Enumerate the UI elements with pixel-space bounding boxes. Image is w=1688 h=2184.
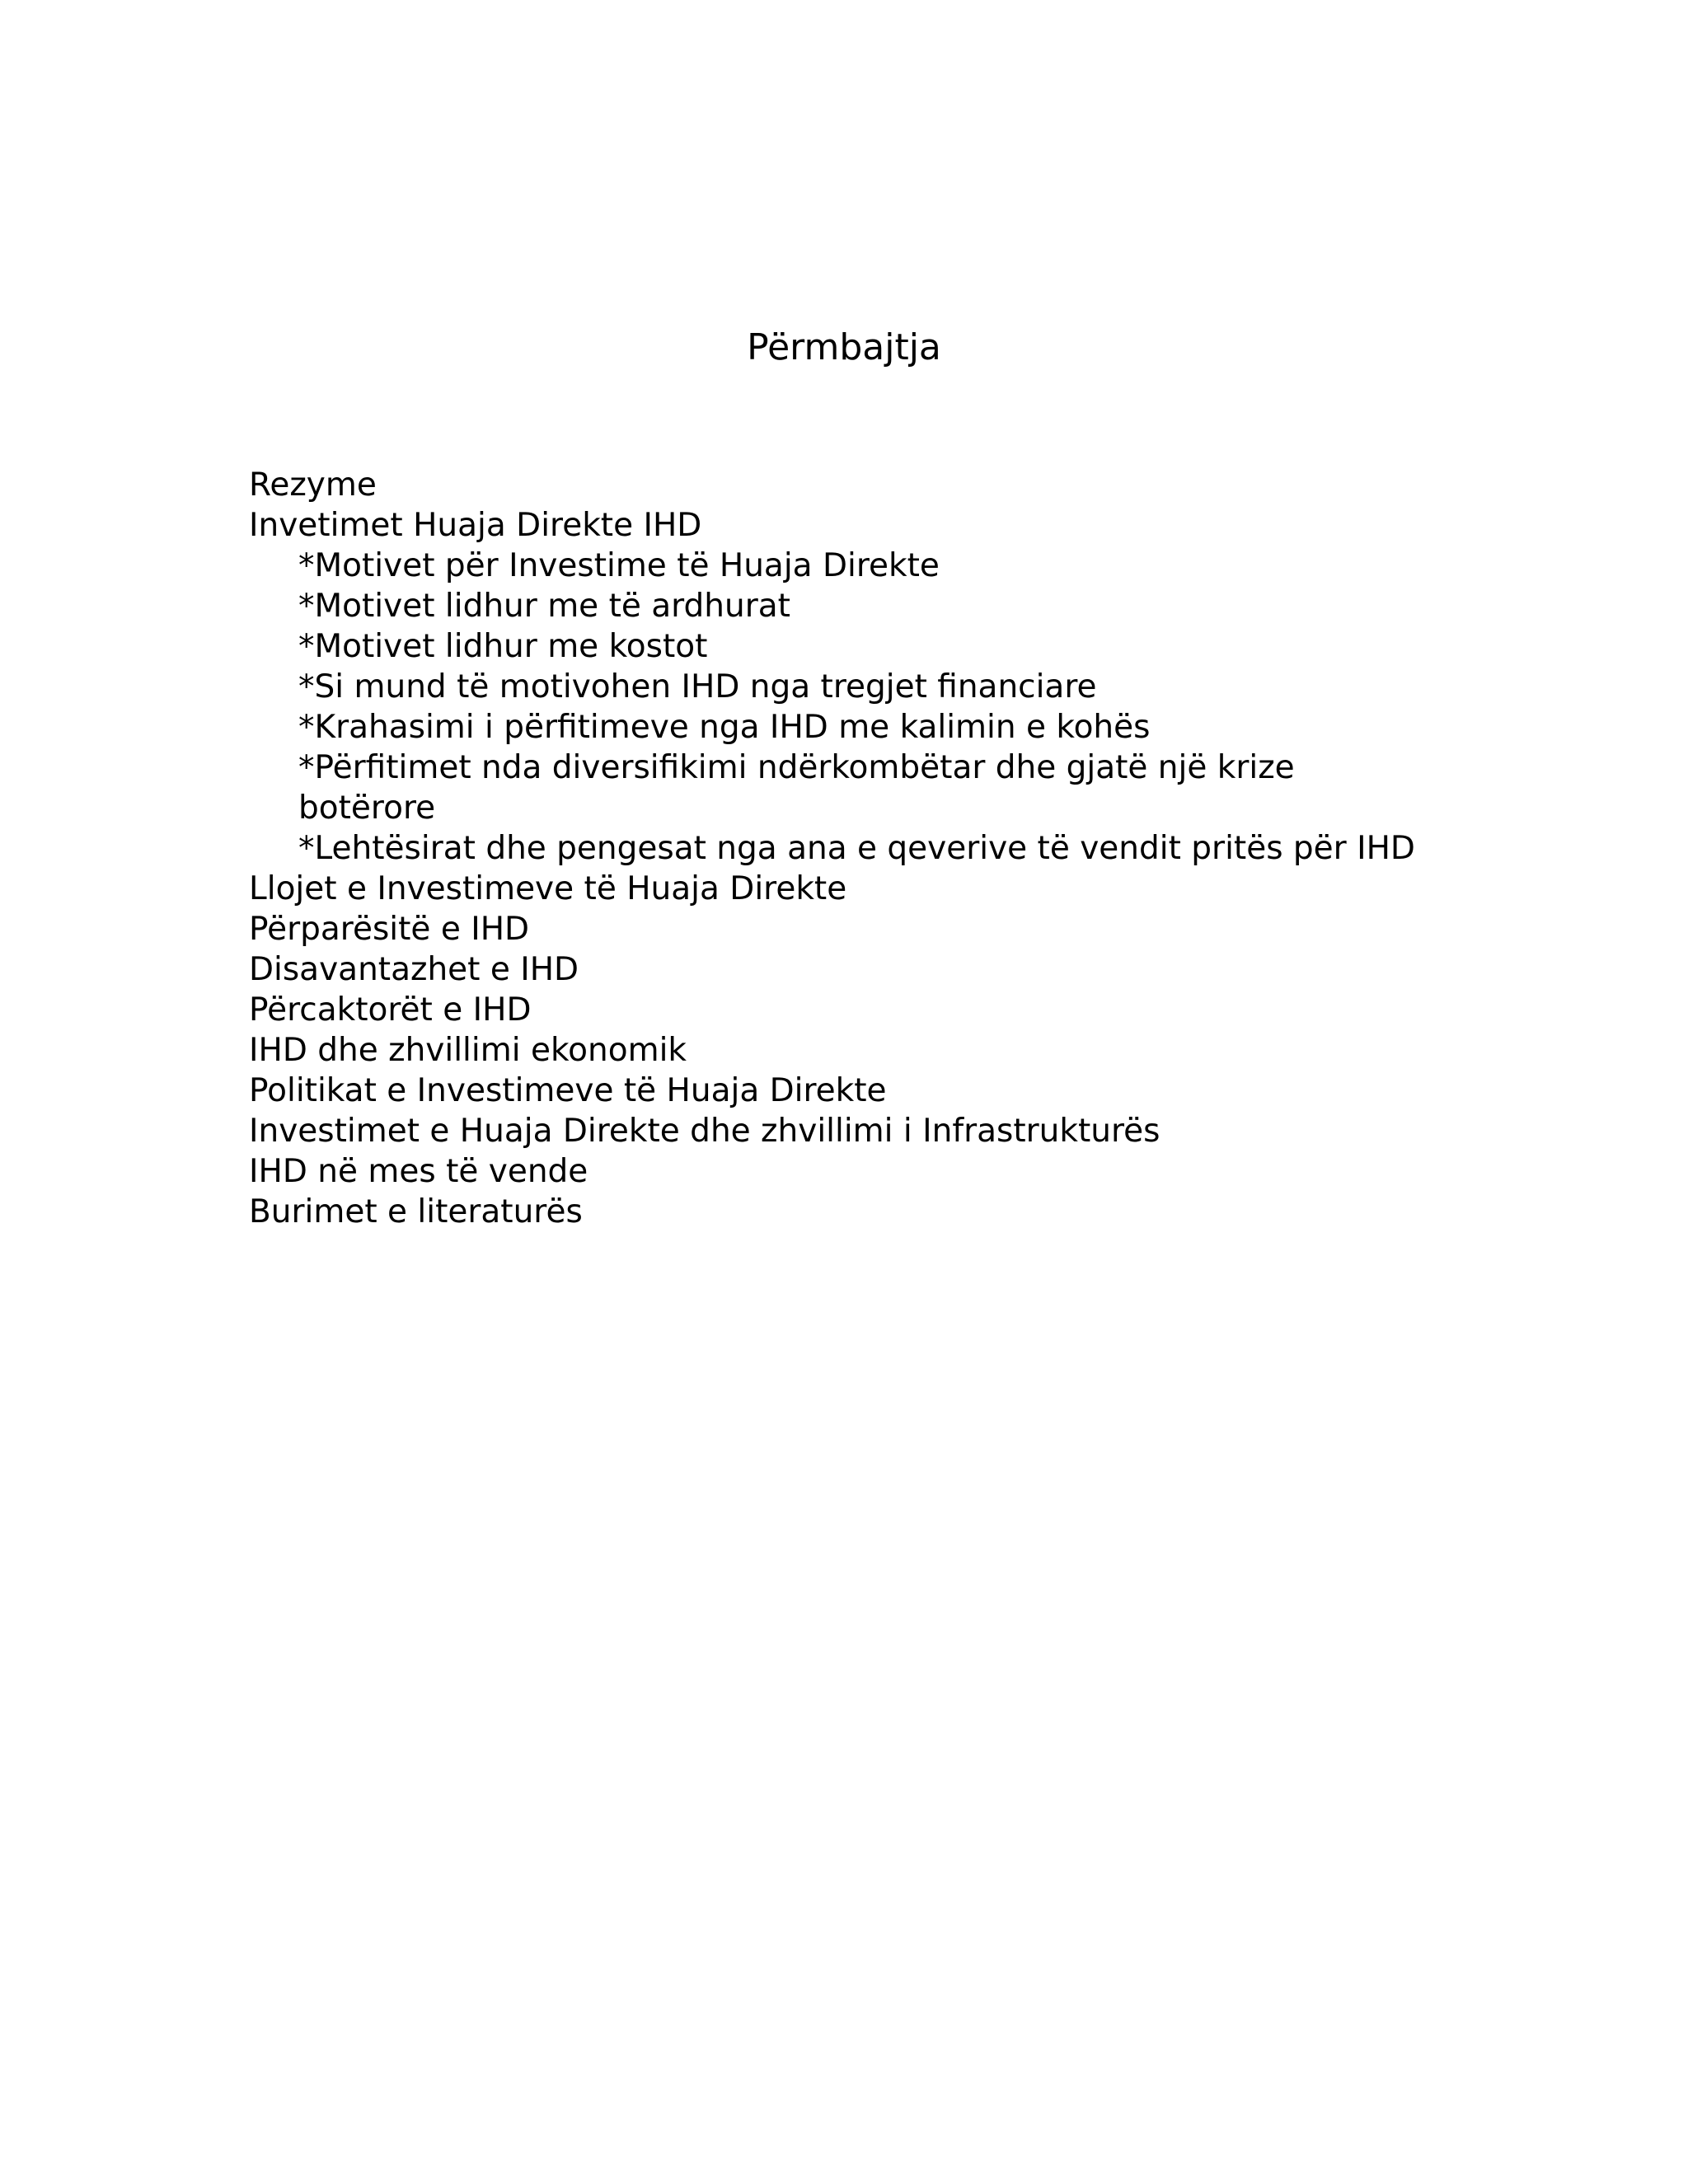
toc-entry: Disavantazhet e IHD: [249, 951, 579, 988]
toc-subentry: *Si mund të motivohen IHD nga tregjet financiare: [298, 668, 1097, 705]
toc-entry: Politikat e Investimeve të Huaja Direkte: [249, 1072, 887, 1109]
toc-subentry: *Lehtësirat dhe pengesat nga ana e qeverive të vendit pritës për IHD: [298, 830, 1415, 867]
toc-entry: Llojet e Investimeve të Huaja Direkte: [249, 870, 847, 907]
toc-subentry: *Motivet për Investime të Huaja Direkte: [298, 547, 940, 584]
table-of-contents: [249, 465, 1419, 1232]
toc-subentry: *Përfitimet nda diversifikimi ndërkombëtar dhe gjatë një krize botërore: [298, 749, 1295, 827]
toc-entry: IHD në mes të vende: [249, 1153, 588, 1190]
toc-entry: Rezyme: [249, 466, 377, 504]
toc-entry: Përparësitë e IHD: [249, 911, 530, 948]
toc-entry: Burimet e literaturës: [249, 1193, 583, 1230]
toc-subentry: *Krahasimi i përfitimeve nga IHD me kalimin e kohës: [298, 709, 1151, 746]
toc-entry: IHD dhe zhvillimi ekonomik: [249, 1032, 687, 1069]
toc-entry: Përcaktorët e IHD: [249, 991, 532, 1029]
toc-entry: Invetimet Huaja Direkte IHD: [249, 507, 702, 544]
toc-entry: Investimet e Huaja Direkte dhe zhvillimi i Infrastrukturës: [249, 1113, 1160, 1150]
toc-subentry: *Motivet lidhur me të ardhurat: [298, 588, 790, 625]
page-title: Përmbajtja: [747, 326, 941, 368]
toc-subentry: *Motivet lidhur me kostot: [298, 628, 708, 665]
